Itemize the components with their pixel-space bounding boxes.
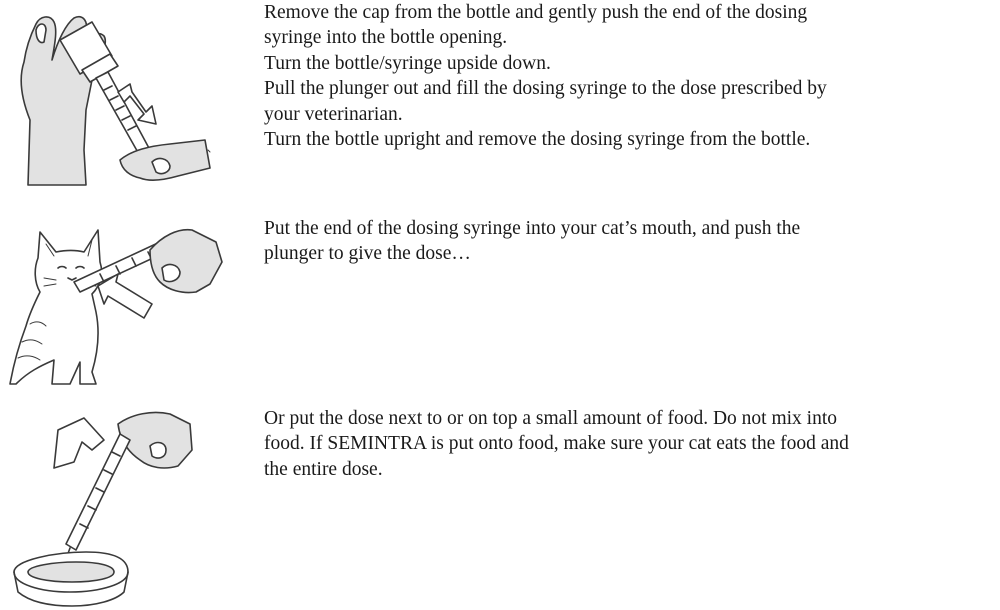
step-2-line-1: Put the end of the dosing syringe into your cat’s mouth, and push the xyxy=(264,218,801,239)
step-2-illustration xyxy=(0,222,235,392)
step-1-line-4: Pull the plunger out and fill the dosing syringe to the dose prescribed by xyxy=(264,78,827,100)
step-1-line-6: Turn the bottle upright and remove the dosing syringe from the bottle. xyxy=(264,129,811,151)
step-1-line-1: Remove the cap from the bottle and gently push the end of the dosing xyxy=(264,2,808,23)
step-1-line-5: your veterinarian. xyxy=(264,103,403,125)
hand-bottle-syringe-icon xyxy=(0,0,235,195)
step-3-text xyxy=(264,406,1000,482)
step-3-line-3: the entire dose. xyxy=(264,458,383,480)
cat-syringe-mouth-icon xyxy=(0,222,235,392)
step-1-illustration xyxy=(0,0,235,195)
step-1-line-3: Turn the bottle/syringe upside down. xyxy=(264,52,551,74)
step-1-line-2: syringe into the bottle opening. xyxy=(264,27,508,49)
step-1-text xyxy=(264,0,1000,152)
syringe-food-bowl-icon xyxy=(0,400,235,610)
step-3-line-1: Or put the dose next to or on top a small amount of food. Do not mix into xyxy=(264,408,838,429)
step-3-line-2: food. If SEMINTRA is put onto food, make sure your cat eats the food and xyxy=(264,433,849,455)
step-2-line-2: plunger to give the dose… xyxy=(264,243,471,265)
step-2-text xyxy=(264,216,1000,267)
step-3-illustration xyxy=(0,400,235,610)
